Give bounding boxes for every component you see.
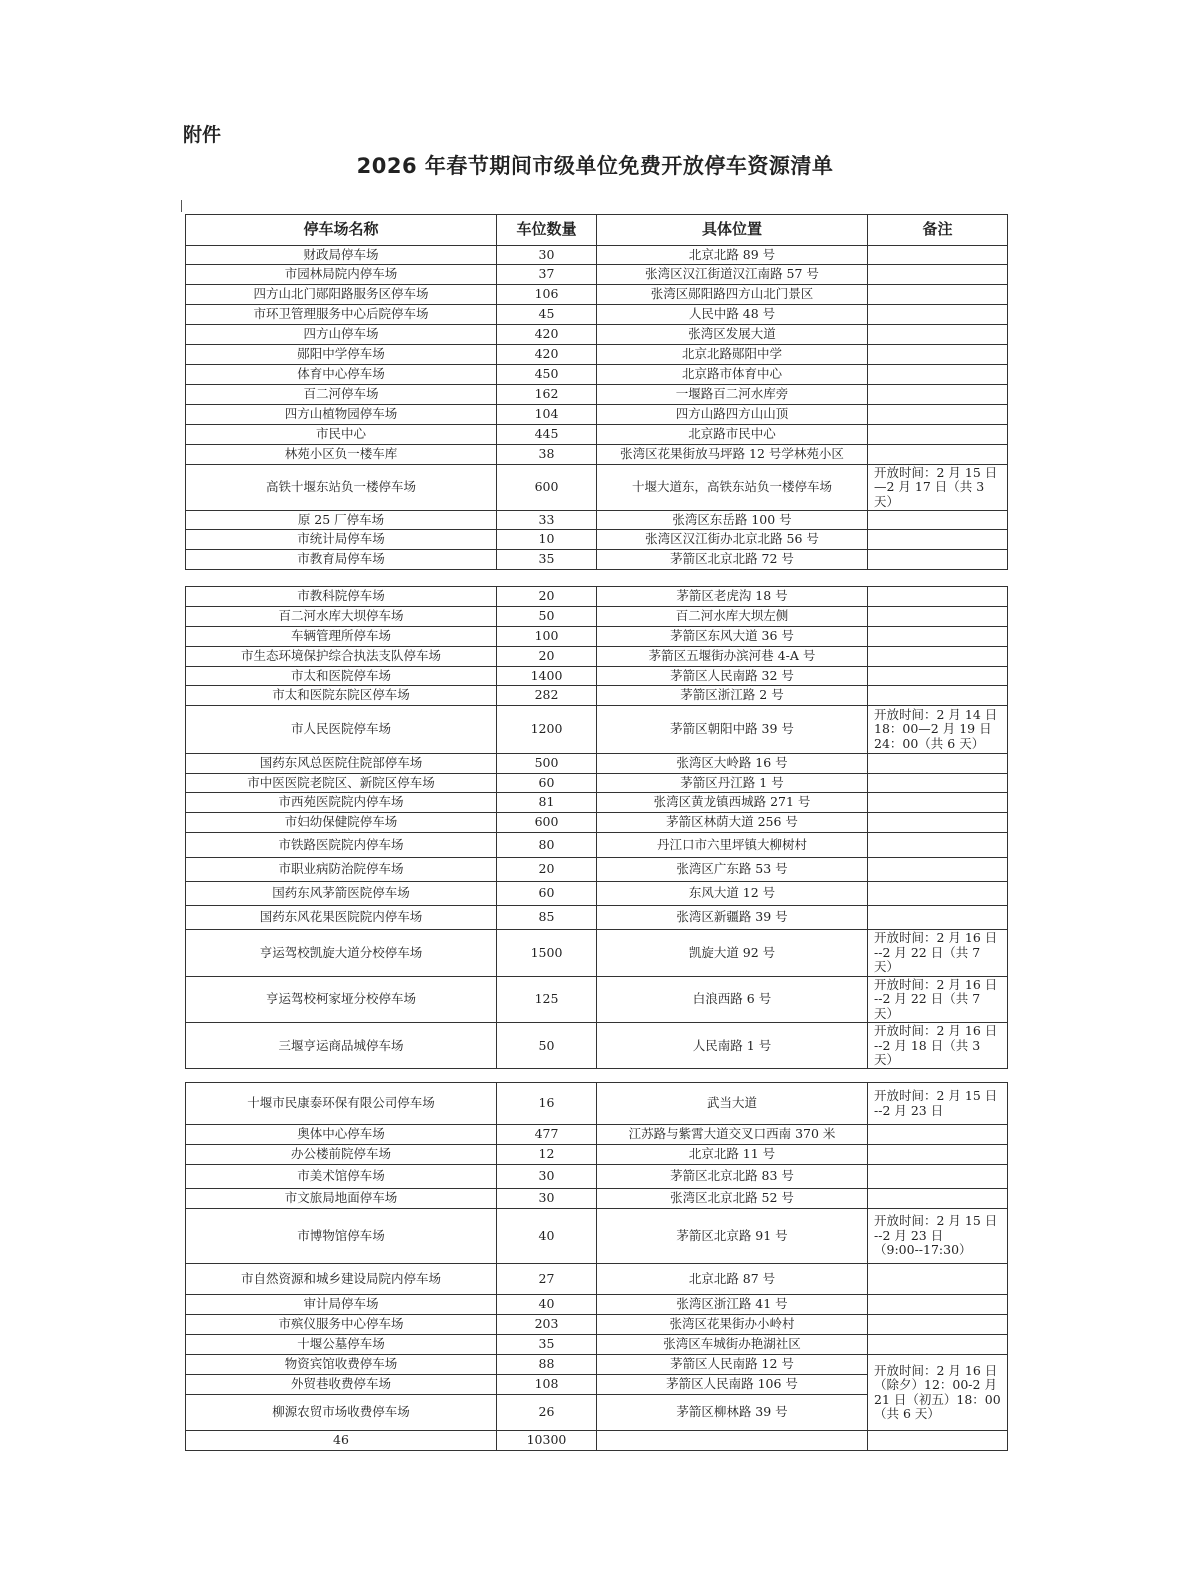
cell-location: 江苏路与紫霄大道交叉口西南 370 米 xyxy=(597,1125,868,1145)
cell-note xyxy=(868,1145,1008,1165)
parking-table-part-3 xyxy=(185,1082,1008,1451)
cell-parking-name: 原 25 厂停车场 xyxy=(186,511,497,530)
table-row xyxy=(186,930,1008,977)
total-row xyxy=(186,1431,1008,1451)
cell-space-count: 1400 xyxy=(497,667,597,686)
table-row xyxy=(186,667,1008,686)
cell-space-count: 40 xyxy=(497,1295,597,1315)
cell-location: 张湾区浙江路 41 号 xyxy=(597,1295,868,1315)
attachment-label: 附件 xyxy=(183,124,222,146)
cell-parking-name: 高铁十堰东站负一楼停车场 xyxy=(186,465,497,511)
cell-parking-name: 柳源农贸市场收费停车场 xyxy=(186,1395,497,1431)
cell-parking-name: 市园林局院内停车场 xyxy=(186,265,497,285)
cell-note xyxy=(868,858,1008,882)
cell-note: 开放时间：2 月 15 日 —2 月 17 日（共 3 天） xyxy=(868,465,1008,511)
cell-location: 茅箭区人民南路 12 号 xyxy=(597,1355,868,1375)
cell-parking-name: 市妇幼保健院停车场 xyxy=(186,813,497,833)
cell-parking-name: 市博物馆停车场 xyxy=(186,1209,497,1264)
cell-note xyxy=(868,813,1008,833)
cell-space-count: 477 xyxy=(497,1125,597,1145)
cell-location: 张湾区汉江街办北京北路 56 号 xyxy=(597,530,868,550)
table-body-part-2 xyxy=(186,587,1008,1069)
cell-location: 张湾区黄龙镇西城路 271 号 xyxy=(597,793,868,813)
cell-space-count: 16 xyxy=(497,1083,597,1125)
column-header-name: 停车场名称 xyxy=(186,215,497,246)
cell-space-count: 104 xyxy=(497,405,597,425)
cell-parking-name: 市统计局停车场 xyxy=(186,530,497,550)
table-row xyxy=(186,833,1008,858)
cell-location: 武当大道 xyxy=(597,1083,868,1125)
cell-note: 开放时间：2 月 15 日 --2 月 23 日 xyxy=(868,1083,1008,1125)
cell-space-count: 203 xyxy=(497,1315,597,1335)
table-row xyxy=(186,607,1008,627)
table-row xyxy=(186,1209,1008,1264)
cell-space-count: 450 xyxy=(497,365,597,385)
cell-location: 茅箭区东风大道 36 号 xyxy=(597,627,868,647)
cell-parking-name: 市美术馆停车场 xyxy=(186,1165,497,1189)
column-header-count: 车位数量 xyxy=(497,215,597,246)
cell-location: 一堰路百二河水库旁 xyxy=(597,385,868,405)
cell-space-count: 12 xyxy=(497,1145,597,1165)
cell-note xyxy=(868,1125,1008,1145)
cell-space-count: 1500 xyxy=(497,930,597,977)
table-row xyxy=(186,405,1008,425)
cell-space-count: 20 xyxy=(497,647,597,667)
cell-location: 张湾区广东路 53 号 xyxy=(597,858,868,882)
cell-location: 茅箭区老虎沟 18 号 xyxy=(597,587,868,607)
cell-space-count: 125 xyxy=(497,977,597,1023)
table-row xyxy=(186,511,1008,530)
margin-mark xyxy=(181,200,182,212)
cell-space-count: 20 xyxy=(497,858,597,882)
cell-location: 百二河水库大坝左侧 xyxy=(597,607,868,627)
cell-space-count: 1200 xyxy=(497,706,597,754)
cell-parking-name: 市职业病防治院停车场 xyxy=(186,858,497,882)
cell-note xyxy=(868,793,1008,813)
cell-location: 茅箭区人民南路 106 号 xyxy=(597,1375,868,1395)
cell-location: 丹江口市六里坪镇大柳树村 xyxy=(597,833,868,858)
table-row xyxy=(186,1145,1008,1165)
cell-note xyxy=(868,882,1008,906)
cell-note xyxy=(868,906,1008,930)
table-row xyxy=(186,1165,1008,1189)
cell-location: 北京北路 11 号 xyxy=(597,1145,868,1165)
table-row xyxy=(186,345,1008,365)
table-row xyxy=(186,813,1008,833)
table-row xyxy=(186,465,1008,511)
cell-location: 北京北路郧阳中学 xyxy=(597,345,868,365)
total-space-count: 10300 xyxy=(497,1431,597,1451)
table-row xyxy=(186,285,1008,305)
cell-location: 北京北路 89 号 xyxy=(597,246,868,265)
cell-location: 茅箭区北京北路 72 号 xyxy=(597,550,868,570)
cell-parking-name: 市文旅局地面停车场 xyxy=(186,1189,497,1209)
cell-space-count: 30 xyxy=(497,1165,597,1189)
cell-note xyxy=(868,385,1008,405)
table-row xyxy=(186,1264,1008,1295)
cell-space-count: 500 xyxy=(497,754,597,774)
cell-parking-name: 审计局停车场 xyxy=(186,1295,497,1315)
cell-note xyxy=(868,246,1008,265)
cell-parking-name: 四方山停车场 xyxy=(186,325,497,345)
table-row xyxy=(186,1335,1008,1355)
cell-location: 茅箭区朝阳中路 39 号 xyxy=(597,706,868,754)
cell-parking-name: 市殡仪服务中心停车场 xyxy=(186,1315,497,1335)
cell-space-count: 45 xyxy=(497,305,597,325)
cell-note xyxy=(868,345,1008,365)
cell-location: 茅箭区丹江路 1 号 xyxy=(597,774,868,793)
table-row xyxy=(186,706,1008,754)
cell-space-count: 35 xyxy=(497,1335,597,1355)
parking-table-part-2 xyxy=(185,586,1008,1069)
cell-location: 茅箭区浙江路 2 号 xyxy=(597,686,868,706)
cell-space-count: 600 xyxy=(497,465,597,511)
cell-note xyxy=(868,627,1008,647)
table-row xyxy=(186,550,1008,570)
cell-parking-name: 财政局停车场 xyxy=(186,246,497,265)
table-row xyxy=(186,587,1008,607)
cell-space-count: 88 xyxy=(497,1355,597,1375)
cell-parking-name: 奥体中心停车场 xyxy=(186,1125,497,1145)
cell-parking-name: 体育中心停车场 xyxy=(186,365,497,385)
table-row xyxy=(186,425,1008,445)
table-row xyxy=(186,1189,1008,1209)
cell-parking-name: 市太和医院停车场 xyxy=(186,667,497,686)
cell-space-count: 50 xyxy=(497,607,597,627)
cell-location: 四方山路四方山山顶 xyxy=(597,405,868,425)
cell-space-count: 420 xyxy=(497,345,597,365)
table-row xyxy=(186,246,1008,265)
cell-parking-name: 林苑小区负一楼车库 xyxy=(186,445,497,465)
cell-space-count: 50 xyxy=(497,1023,597,1069)
cell-location: 茅箭区五堰街办滨河巷 4-A 号 xyxy=(597,647,868,667)
cell-location: 张湾区花果街放马坪路 12 号学林苑小区 xyxy=(597,445,868,465)
cell-parking-name: 市西苑医院院内停车场 xyxy=(186,793,497,813)
table-row xyxy=(186,977,1008,1023)
cell-note: 开放时间：2 月 16 日 （除夕）12：00-2 月 21 日（初五）18：00 （共 6 天） xyxy=(868,1355,1008,1431)
cell-parking-name: 国药东风总医院住院部停车场 xyxy=(186,754,497,774)
cell-location: 凯旋大道 92 号 xyxy=(597,930,868,977)
cell-parking-name: 四方山北门郧阳路服务区停车场 xyxy=(186,285,497,305)
cell-note xyxy=(868,265,1008,285)
cell-space-count: 81 xyxy=(497,793,597,813)
cell-parking-name: 百二河停车场 xyxy=(186,385,497,405)
cell-space-count: 420 xyxy=(497,325,597,345)
cell-space-count: 30 xyxy=(497,1189,597,1209)
cell-note xyxy=(868,686,1008,706)
cell-location: 张湾区新疆路 39 号 xyxy=(597,906,868,930)
cell-location: 北京路市体育中心 xyxy=(597,365,868,385)
cell-location: 白浪西路 6 号 xyxy=(597,977,868,1023)
cell-parking-name: 办公楼前院停车场 xyxy=(186,1145,497,1165)
table-row xyxy=(186,1023,1008,1069)
total-lot-count: 46 xyxy=(186,1431,497,1451)
cell-space-count: 445 xyxy=(497,425,597,445)
cell-parking-name: 市太和医院东院区停车场 xyxy=(186,686,497,706)
table-row xyxy=(186,1295,1008,1315)
cell-space-count: 85 xyxy=(497,906,597,930)
page-title: 2026 年春节期间市级单位免费开放停车资源清单 xyxy=(356,154,834,178)
cell-location: 东风大道 12 号 xyxy=(597,882,868,906)
table-row xyxy=(186,1083,1008,1125)
table-row xyxy=(186,774,1008,793)
cell-space-count: 20 xyxy=(497,587,597,607)
cell-note xyxy=(868,445,1008,465)
cell-note xyxy=(868,325,1008,345)
table-row xyxy=(186,530,1008,550)
cell-note xyxy=(868,550,1008,570)
cell-parking-name: 物资宾馆收费停车场 xyxy=(186,1355,497,1375)
cell-space-count: 106 xyxy=(497,285,597,305)
table-row xyxy=(186,445,1008,465)
table-row xyxy=(186,1125,1008,1145)
cell-parking-name: 郧阳中学停车场 xyxy=(186,345,497,365)
cell-parking-name: 市人民医院停车场 xyxy=(186,706,497,754)
cell-location: 张湾区花果街办小岭村 xyxy=(597,1315,868,1335)
cell-space-count: 100 xyxy=(497,627,597,647)
cell-note xyxy=(868,1189,1008,1209)
cell-location: 人民中路 48 号 xyxy=(597,305,868,325)
table-row xyxy=(186,265,1008,285)
cell-parking-name: 市环卫管理服务中心后院停车场 xyxy=(186,305,497,325)
cell-note xyxy=(868,607,1008,627)
cell-location: 张湾区大岭路 16 号 xyxy=(597,754,868,774)
table-row xyxy=(186,325,1008,345)
cell-note xyxy=(868,667,1008,686)
cell-location: 张湾区车城街办艳湖社区 xyxy=(597,1335,868,1355)
cell-note xyxy=(868,1165,1008,1189)
cell-space-count: 37 xyxy=(497,265,597,285)
table-row xyxy=(186,906,1008,930)
cell-note xyxy=(868,647,1008,667)
cell-note xyxy=(868,405,1008,425)
table-header-row xyxy=(186,215,1008,246)
cell-space-count: 27 xyxy=(497,1264,597,1295)
cell-location: 茅箭区人民南路 32 号 xyxy=(597,667,868,686)
cell-note xyxy=(868,1335,1008,1355)
cell-space-count: 162 xyxy=(497,385,597,405)
cell-parking-name: 市铁路医院院内停车场 xyxy=(186,833,497,858)
table-row xyxy=(186,754,1008,774)
cell-parking-name: 国药东风花果医院院内停车场 xyxy=(186,906,497,930)
cell-note xyxy=(868,754,1008,774)
cell-parking-name: 外贸巷收费停车场 xyxy=(186,1375,497,1395)
cell-space-count: 40 xyxy=(497,1209,597,1264)
cell-location: 张湾区东岳路 100 号 xyxy=(597,511,868,530)
cell-location: 张湾区汉江街道汉江南路 57 号 xyxy=(597,265,868,285)
cell-note xyxy=(868,833,1008,858)
cell-space-count: 33 xyxy=(497,511,597,530)
table-row xyxy=(186,627,1008,647)
cell-location: 茅箭区北京北路 83 号 xyxy=(597,1165,868,1189)
table-body-part-1 xyxy=(186,246,1008,570)
cell-note: 开放时间：2 月 16 日 --2 月 18 日（共 3 天） xyxy=(868,1023,1008,1069)
cell-parking-name: 车辆管理所停车场 xyxy=(186,627,497,647)
cell-location: 茅箭区柳林路 39 号 xyxy=(597,1395,868,1431)
cell-note xyxy=(868,285,1008,305)
cell-note xyxy=(868,530,1008,550)
cell-parking-name: 市教科院停车场 xyxy=(186,587,497,607)
cell-location: 茅箭区林荫大道 256 号 xyxy=(597,813,868,833)
cell-note xyxy=(868,511,1008,530)
table-row xyxy=(186,305,1008,325)
table-row xyxy=(186,793,1008,813)
cell-space-count: 35 xyxy=(497,550,597,570)
parking-table-part-1 xyxy=(185,214,1008,570)
table-row xyxy=(186,365,1008,385)
cell-note: 开放时间：2 月 16 日 --2 月 22 日（共 7 天） xyxy=(868,930,1008,977)
table-row xyxy=(186,686,1008,706)
cell-note xyxy=(868,587,1008,607)
cell-parking-name: 市中医医院老院区、新院区停车场 xyxy=(186,774,497,793)
cell-location: 十堰大道东，高铁东站负一楼停车场 xyxy=(597,465,868,511)
cell-space-count: 26 xyxy=(497,1395,597,1431)
cell-space-count: 10 xyxy=(497,530,597,550)
cell-space-count: 282 xyxy=(497,686,597,706)
cell-parking-name: 十堰市民康泰环保有限公司停车场 xyxy=(186,1083,497,1125)
cell-note xyxy=(868,774,1008,793)
cell-space-count: 30 xyxy=(497,246,597,265)
cell-parking-name: 市民中心 xyxy=(186,425,497,445)
cell-parking-name: 国药东风茅箭医院停车场 xyxy=(186,882,497,906)
cell-parking-name: 百二河水库大坝停车场 xyxy=(186,607,497,627)
table-row xyxy=(186,1315,1008,1335)
cell-location: 张湾区郧阳路四方山北门景区 xyxy=(597,285,868,305)
cell-location: 茅箭区北京路 91 号 xyxy=(597,1209,868,1264)
cell-space-count: 80 xyxy=(497,833,597,858)
cell-note xyxy=(868,1315,1008,1335)
cell-note xyxy=(868,1295,1008,1315)
cell-location: 张湾区发展大道 xyxy=(597,325,868,345)
cell-space-count: 600 xyxy=(497,813,597,833)
cell-parking-name: 市教育局停车场 xyxy=(186,550,497,570)
cell-space-count: 60 xyxy=(497,882,597,906)
cell-note xyxy=(868,1264,1008,1295)
cell-location: 人民南路 1 号 xyxy=(597,1023,868,1069)
table-row xyxy=(186,647,1008,667)
cell-note: 开放时间：2 月 15 日 --2 月 23 日 （9:00--17:30） xyxy=(868,1209,1008,1264)
table-body-part-3 xyxy=(186,1083,1008,1451)
cell-location: 北京路市民中心 xyxy=(597,425,868,445)
cell-note xyxy=(868,365,1008,385)
cell-parking-name: 四方山植物园停车场 xyxy=(186,405,497,425)
cell-note: 开放时间：2 月 16 日 --2 月 22 日（共 7 天） xyxy=(868,977,1008,1023)
cell-parking-name: 三堰亨运商品城停车场 xyxy=(186,1023,497,1069)
cell-parking-name: 市自然资源和城乡建设局院内停车场 xyxy=(186,1264,497,1295)
cell-note xyxy=(868,305,1008,325)
cell-space-count: 60 xyxy=(497,774,597,793)
cell-space-count: 108 xyxy=(497,1375,597,1395)
table-row xyxy=(186,882,1008,906)
total-note xyxy=(868,1431,1008,1451)
table-row xyxy=(186,385,1008,405)
cell-parking-name: 市生态环境保护综合执法支队停车场 xyxy=(186,647,497,667)
table-row xyxy=(186,1355,1008,1375)
cell-location: 北京北路 87 号 xyxy=(597,1264,868,1295)
cell-note xyxy=(868,425,1008,445)
cell-note: 开放时间：2 月 14 日 18：00—2 月 19 日 24：00（共 6 天） xyxy=(868,706,1008,754)
cell-space-count: 38 xyxy=(497,445,597,465)
cell-parking-name: 亨运驾校凯旋大道分校停车场 xyxy=(186,930,497,977)
cell-parking-name: 十堰公墓停车场 xyxy=(186,1335,497,1355)
table-row xyxy=(186,858,1008,882)
column-header-location: 具体位置 xyxy=(597,215,868,246)
cell-location: 张湾区北京北路 52 号 xyxy=(597,1189,868,1209)
cell-parking-name: 亨运驾校柯家垭分校停车场 xyxy=(186,977,497,1023)
total-location xyxy=(597,1431,868,1451)
column-header-note: 备注 xyxy=(868,215,1008,246)
